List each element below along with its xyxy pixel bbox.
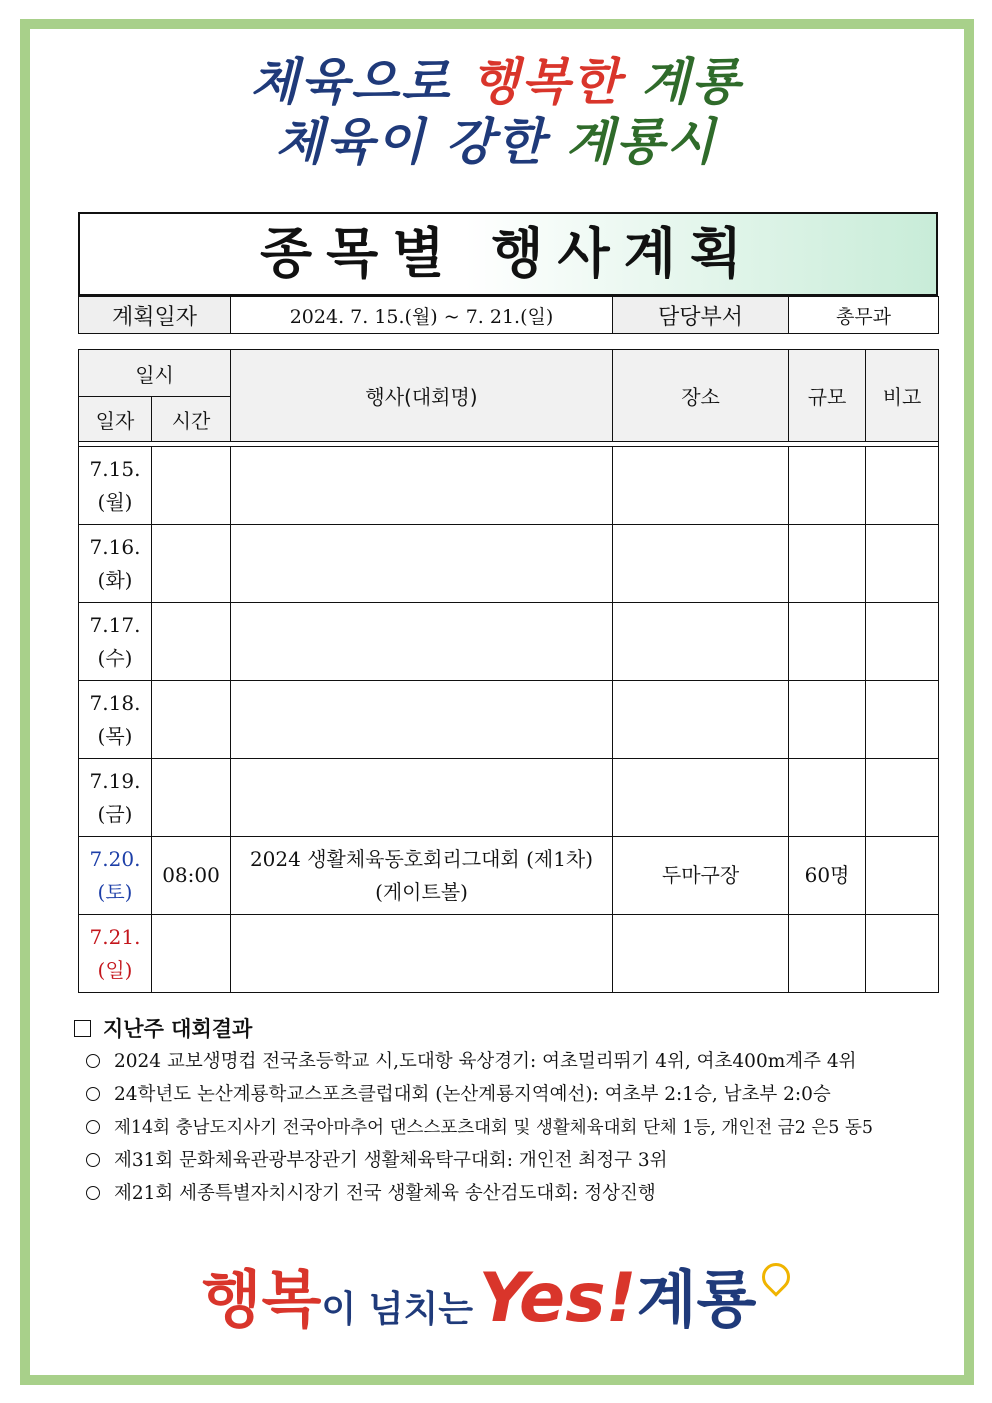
event-cell: 2024 생활체육동호회리그대회 (제1차) (게이트볼) — [231, 837, 613, 915]
time-cell — [152, 603, 231, 681]
slogan-text: 체육이 강한 — [275, 113, 547, 171]
event-cell — [231, 759, 613, 837]
date-cell: 7.15. (월) — [79, 447, 152, 525]
event-cell — [231, 525, 613, 603]
scale-cell — [789, 447, 866, 525]
scale-cell — [789, 525, 866, 603]
time-cell — [152, 525, 231, 603]
square-bullet-icon — [74, 1020, 91, 1037]
place-cell — [613, 681, 789, 759]
place-cell — [613, 759, 789, 837]
date-cell: 7.19. (금) — [79, 759, 152, 837]
schedule-table — [78, 349, 939, 993]
slogan-text: 계룡시 — [565, 113, 717, 171]
footer-slogan: 행복이 넘치는 Yes!계룡 — [0, 1250, 992, 1339]
place-cell — [613, 603, 789, 681]
heart-icon — [757, 1257, 797, 1297]
note-cell — [866, 603, 939, 681]
place-cell — [613, 447, 789, 525]
date-cell: 7.18. (목) — [79, 681, 152, 759]
header-scale: 규모 — [789, 350, 866, 442]
slogan-text: 행복한 — [470, 53, 622, 111]
circle-bullet-icon — [86, 1120, 100, 1134]
header-time: 시간 — [152, 397, 231, 442]
header-note: 비고 — [866, 350, 939, 442]
time-cell: 08:00 — [152, 837, 231, 915]
list-item: 제21회 세종특별자치시장기 전국 생활체육 송산검도대회: 정상진행 — [86, 1177, 946, 1210]
circle-bullet-icon — [86, 1186, 100, 1200]
list-item: 제14회 충남도지사기 전국아마추어 댄스스포츠대회 및 생활체육대회 단체 1등, 개인전 금2 은5 동5 — [86, 1111, 946, 1144]
slogan-line-1 — [0, 52, 992, 112]
scale-cell — [789, 681, 866, 759]
note-cell — [866, 759, 939, 837]
event-cell — [231, 681, 613, 759]
table-row — [79, 603, 939, 681]
place-cell: 두마구장 — [613, 837, 789, 915]
scale-cell — [789, 759, 866, 837]
circle-bullet-icon — [86, 1087, 100, 1101]
header-event: 행사(대회명) — [231, 350, 613, 442]
list-item: 2024 교보생명컵 전국초등학교 시,도대항 육상경기: 여초멀리뛰기 4위, 여초400m계주 4위 — [86, 1045, 946, 1078]
results-list — [86, 1045, 946, 1210]
plan-date-value: 2024. 7. 15.(월) ~ 7. 21.(일) — [231, 297, 613, 334]
header-place: 장소 — [613, 350, 789, 442]
note-cell — [866, 915, 939, 993]
note-cell — [866, 525, 939, 603]
place-cell — [613, 525, 789, 603]
date-cell: 7.21. (일) — [79, 915, 152, 993]
time-cell — [152, 915, 231, 993]
time-cell — [152, 759, 231, 837]
slogan-line-2 — [0, 112, 992, 172]
time-cell — [152, 447, 231, 525]
slogan-text: 계룡 — [641, 53, 742, 111]
page-title: 종목별 행사계획 — [78, 212, 938, 296]
date-cell: 7.17. (수) — [79, 603, 152, 681]
scale-cell — [789, 915, 866, 993]
event-cell — [231, 447, 613, 525]
table-row — [79, 681, 939, 759]
scale-cell — [789, 603, 866, 681]
results-section-title: 지난주 대회결과 — [74, 1013, 252, 1043]
table-row — [79, 525, 939, 603]
event-cell — [231, 603, 613, 681]
note-cell — [866, 837, 939, 915]
note-cell — [866, 681, 939, 759]
list-item: 제31회 문화체육관광부장관기 생활체육탁구대회: 개인전 최정구 3위 — [86, 1144, 946, 1177]
table-row — [79, 447, 939, 525]
note-cell — [866, 447, 939, 525]
header-date: 일자 — [79, 397, 152, 442]
circle-bullet-icon — [86, 1153, 100, 1167]
table-row — [79, 837, 939, 915]
plan-date-label: 계획일자 — [79, 297, 231, 334]
list-item: 24학년도 논산계룡학교스포츠클럽대회 (논산계룡지역예선): 여초부 2:1승, 남초부 2:0승 — [86, 1078, 946, 1111]
time-cell — [152, 681, 231, 759]
table-row — [79, 915, 939, 993]
date-cell: 7.16. (화) — [79, 525, 152, 603]
slogan-text: 체육으로 — [250, 53, 452, 111]
event-cell — [231, 915, 613, 993]
plan-info-table — [78, 296, 939, 334]
table-row — [79, 759, 939, 837]
header-datetime: 일시 — [79, 350, 231, 397]
date-cell: 7.20. (토) — [79, 837, 152, 915]
scale-cell: 60명 — [789, 837, 866, 915]
dept-value: 총무과 — [789, 297, 939, 334]
place-cell — [613, 915, 789, 993]
circle-bullet-icon — [86, 1054, 100, 1068]
dept-label: 담당부서 — [613, 297, 789, 334]
